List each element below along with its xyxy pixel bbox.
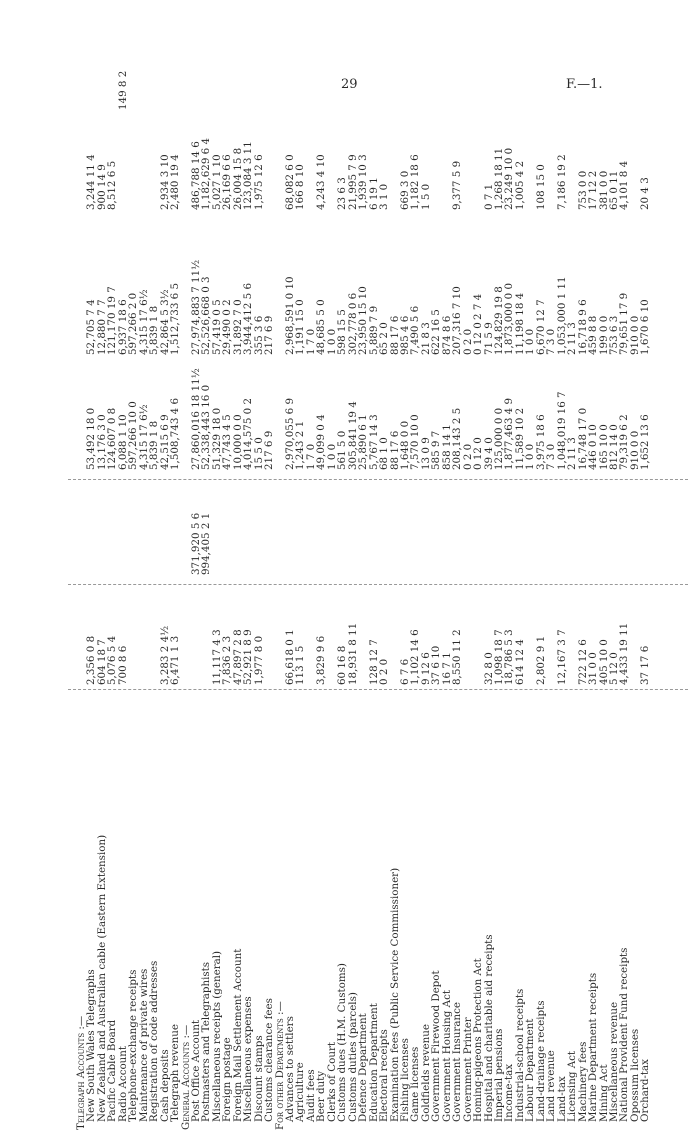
section-heading: General Accounts :— — [179, 1024, 192, 1130]
amount-cell: 66,618 0 1 — [284, 629, 296, 685]
amount-cell: 302,778 0 6 — [346, 292, 359, 355]
amount-cell: 39 4 0 — [482, 437, 495, 470]
amount-cell: 0 2 0 — [461, 328, 474, 355]
account-name: Customs duties (parcels) — [346, 992, 359, 1122]
amount-cell: 7,570 10 0 — [409, 414, 422, 470]
account-name: Defence Department — [357, 1013, 370, 1122]
amount-cell: 124,829 19 8 — [493, 286, 505, 355]
amount-cell: 15 5 0 — [252, 437, 265, 470]
amount-cell: 79,319 6 2 — [618, 414, 631, 470]
amount-cell: 68 1 0 — [378, 437, 391, 470]
amount-cell: 355 3 6 — [252, 315, 265, 355]
amount-cell: 1,005 4 2 — [513, 160, 526, 210]
amount-cell: 208,143 2 5 — [451, 407, 464, 470]
table-row — [243, 55, 254, 1140]
table-row — [400, 55, 411, 1140]
table-row — [160, 55, 171, 1140]
account-name: Telegraph revenue — [169, 1024, 182, 1122]
amount-cell: 2 11 3 — [566, 322, 579, 355]
amount-cell: 812 14 0 — [607, 424, 620, 470]
account-name: Miscellaneous expenses — [242, 996, 255, 1122]
account-name: Foreign postage — [221, 1037, 234, 1122]
amount-cell: 585 9 7 — [430, 430, 443, 470]
amount-cell: 0 12 0 — [472, 322, 485, 355]
account-name: Telephone-exchange receipts — [127, 969, 140, 1122]
account-name: Audit fees — [304, 1069, 317, 1122]
amount-cell: 52,338,443 16 0 — [200, 384, 213, 470]
account-name: Registration of code addresses — [148, 960, 161, 1122]
amount-cell: 9,377 5 9 — [451, 160, 464, 210]
amount-cell: 1 0 0 — [325, 443, 338, 470]
amount-cell: 2,968,591 0 10 — [284, 276, 296, 355]
amount-cell: 53,492 18 0 — [85, 407, 98, 470]
accounts-table — [68, 55, 688, 1140]
amount-cell: 604 18 7 — [95, 639, 108, 685]
amount-cell: 858 14 1 — [440, 424, 453, 470]
amount-cell: 0 12 0 — [472, 437, 485, 470]
table-row — [390, 55, 401, 1140]
account-name: Licensing Act — [566, 1050, 579, 1122]
amount-cell: 1,243 2 1 — [294, 420, 307, 470]
table-row — [170, 55, 181, 1140]
table-row — [557, 55, 568, 1140]
amount-cell: 37 17 6 — [639, 645, 652, 685]
amount-cell: 1,182 18 6 — [409, 154, 422, 210]
amount-cell: 7 3 0 — [545, 443, 558, 470]
table-row — [358, 55, 369, 1140]
table-row — [369, 55, 380, 1140]
table-row — [410, 55, 421, 1140]
account-name: Discount stamps — [252, 1035, 265, 1122]
amount-cell: 1,102 14 6 — [409, 629, 422, 685]
amount-cell: 52,921 8 9 — [242, 629, 255, 685]
amount-cell: 4,014,575 0 2 — [242, 397, 255, 470]
amount-cell: 48,685 5 0 — [315, 299, 328, 355]
amount-cell: 125,000 0 0 — [493, 407, 505, 470]
account-name: Radio Account — [116, 1045, 129, 1122]
amount-cell: 1,648 0 0 — [398, 420, 411, 470]
account-name: Land revenue — [545, 1050, 558, 1122]
account-name: Fishing licenses — [398, 1038, 411, 1122]
amount-cell: 207,316 7 10 — [451, 286, 464, 355]
amount-cell: 700 8 6 — [116, 645, 129, 685]
amount-cell: 6 19 1 — [367, 177, 380, 210]
amount-cell: 16 7 1 — [440, 652, 453, 685]
amount-cell: 561 5 0 — [336, 430, 349, 470]
account-name: Beer duty — [315, 1070, 328, 1122]
amount-cell: 1,048,019 16 7 — [555, 391, 568, 470]
amount-cell: 26,169 6 6 — [221, 154, 234, 210]
amount-cell: 3,244 11 4 — [85, 154, 98, 210]
account-name: Advances to settlers — [284, 1016, 296, 1122]
amount-cell: 371,920 5 6 — [189, 512, 202, 575]
amount-cell: 2 11 3 — [566, 437, 579, 470]
table-row — [306, 55, 317, 1140]
section-heading-row — [181, 55, 192, 1140]
document-reference: F.—1. — [566, 77, 603, 92]
account-name: Examination fees (Public Service Commissioner) — [388, 867, 401, 1122]
table-row — [588, 55, 599, 1140]
account-name: Cash deposits — [158, 1049, 171, 1122]
account-name: Mining Act — [597, 1064, 610, 1122]
amount-cell: 910 0 0 — [628, 430, 641, 470]
account-name: Opossum licenses — [628, 1028, 641, 1122]
amount-cell: 26,004 15 8 — [231, 147, 244, 210]
table-row — [630, 55, 641, 1140]
amount-cell: 985 4 6 — [398, 315, 411, 355]
amount-cell: 4,243 4 10 — [315, 154, 328, 210]
amount-cell: 2,934 3 10 — [158, 154, 171, 210]
amount-cell: 217 6 9 — [263, 315, 276, 355]
amount-cell: 1,191 15 0 — [294, 299, 307, 355]
table-row — [431, 55, 442, 1140]
table-row — [233, 55, 244, 1140]
amount-cell: 113 1 5 — [294, 645, 307, 685]
amount-cell: 16,718 9 6 — [576, 299, 589, 355]
account-name: Land-drainage receipts — [534, 1000, 547, 1122]
account-name: Government Printer — [461, 1017, 474, 1122]
amount-cell: 18,786 5 3 — [503, 629, 516, 685]
amount-cell: 128 12 7 — [367, 639, 380, 685]
amount-cell: 994,405 2 1 — [200, 512, 213, 575]
table-row — [567, 55, 578, 1140]
account-name: New South Wales Telegraphs — [85, 969, 98, 1122]
account-name: Miscellaneous revenue — [607, 1001, 620, 1122]
account-name: Government Insurance — [451, 1002, 464, 1122]
amount-cell: 910 0 0 — [628, 315, 641, 355]
amount-cell: 1 0 0 — [524, 328, 537, 355]
amount-cell: 3,283 2 4½ — [158, 625, 171, 685]
amount-cell: 5,027 1 10 — [210, 154, 223, 210]
amount-cell: 51,329 18 0 — [210, 407, 223, 470]
amount-cell: 52,705 7 4 — [85, 299, 98, 355]
amount-cell: 9 12 6 — [419, 652, 432, 685]
account-name: Education Department — [367, 1003, 380, 1122]
amount-cell: 2,802 9 1 — [534, 635, 547, 685]
amount-cell: 27,860,016 18 11½ — [189, 368, 202, 470]
amount-cell: 27,974,883 7 11½ — [189, 259, 202, 355]
account-name: Customs clearance fees — [263, 998, 276, 1122]
amount-cell: 57,419 0 5 — [210, 299, 223, 355]
amount-cell: 17 12 2 — [587, 170, 600, 210]
amount-cell: 52,526,668 0 3 — [200, 276, 213, 355]
amount-cell: 25,890 6 1 — [357, 414, 370, 470]
account-name: Foreign Mail Settlement Account — [231, 948, 244, 1122]
table-row — [442, 55, 453, 1140]
account-name: Imperial pensions — [493, 1028, 505, 1122]
table-row — [599, 55, 610, 1140]
account-name: Industrial-school receipts — [513, 988, 526, 1122]
amount-cell: 1,873,000 0 0 — [503, 282, 516, 355]
amount-cell: 42,864 5 3½ — [158, 289, 171, 355]
amount-cell: 1 0 0 — [325, 328, 338, 355]
table-row — [348, 55, 359, 1140]
amount-cell: 18,931 8 11 — [346, 622, 359, 685]
account-name: Land-tax — [555, 1076, 568, 1122]
account-name: Hospital and charitable aid receipts — [482, 934, 495, 1122]
amount-cell: 5,889 7 9 — [367, 305, 380, 355]
account-name: Homing-pigeons Protection Act — [472, 958, 485, 1122]
amount-cell: 13 0 9 — [419, 437, 432, 470]
amount-cell: 6 7 6 — [398, 658, 411, 685]
amount-cell: 47,897 2 8 — [231, 629, 244, 685]
table-row — [285, 55, 296, 1140]
amount-cell: 12,167 3 7 — [555, 629, 568, 685]
amount-cell: 31 0 0 — [587, 652, 600, 685]
amount-cell: 10,000 0 0 — [231, 414, 244, 470]
amount-cell: 199 0 0 — [597, 315, 610, 355]
amount-cell: 123,084 3 11 — [242, 141, 255, 210]
amount-cell: 597,266 10 0 — [127, 401, 140, 470]
amount-cell: 5,839 1 8 — [148, 305, 161, 355]
amount-cell: 165 10 0 — [597, 424, 610, 470]
amount-cell: 11,198 18 4 — [513, 292, 526, 355]
account-name: Clerks of Court — [325, 1041, 338, 1122]
amount-cell: 88 17 6 — [388, 430, 401, 470]
amount-cell: 722 12 6 — [576, 639, 589, 685]
amount-cell: 2,480 19 4 — [169, 154, 182, 210]
amount-cell: 7 3 0 — [545, 328, 558, 355]
account-name: Game licenses — [409, 1046, 422, 1122]
amount-cell: 2,356 0 8 — [85, 635, 98, 685]
amount-cell: 1,652 13 6 — [639, 414, 652, 470]
amount-cell: 0 7 1 — [482, 183, 495, 210]
amount-cell: 12,880 7 7 — [95, 299, 108, 355]
section-heading: Telegraph Accounts :— — [75, 1015, 87, 1130]
table-row — [525, 55, 536, 1140]
amount-cell: 32 8 0 — [482, 652, 495, 685]
table-row — [546, 55, 557, 1140]
amount-cell: 405 10 0 — [597, 639, 610, 685]
amount-cell: 3 1 0 — [378, 183, 391, 210]
amount-cell: 1,977 8 0 — [252, 635, 265, 685]
amount-cell: 217 6 9 — [263, 430, 276, 470]
amount-cell: 7,186 19 2 — [555, 154, 568, 210]
amount-cell: 8,550 11 2 — [451, 629, 464, 685]
amount-cell: 446 0 10 — [587, 424, 600, 470]
side-total-mark: 149 8 2 — [116, 70, 129, 110]
amount-cell: 6,670 12 7 — [534, 299, 547, 355]
amount-cell: 3,975 18 6 — [534, 414, 547, 470]
amount-cell: 23,249 10 0 — [503, 147, 516, 210]
amount-cell: 622 16 5 — [430, 309, 443, 355]
account-name: Income-tax — [503, 1063, 516, 1122]
amount-cell: 23 6 3 — [336, 177, 349, 210]
table-row — [494, 55, 505, 1140]
table-row — [295, 55, 306, 1140]
account-name: New Zealand and Australian cable (Eastern Extension) — [95, 834, 108, 1122]
amount-cell: 6,937 18 6 — [116, 299, 129, 355]
account-name: Postmasters and Telegraphists — [200, 961, 213, 1122]
amount-cell: 614 12 4 — [513, 639, 526, 685]
account-name: Electoral receipts — [378, 1029, 391, 1122]
page-number: 29 — [341, 77, 358, 92]
account-name: Pacific Cable Board — [106, 1019, 119, 1122]
table-row — [97, 55, 108, 1140]
amount-cell: 900 14 9 — [95, 164, 108, 210]
amount-cell: 20 4 3 — [639, 177, 652, 210]
table-row — [640, 55, 651, 1140]
amount-cell: 3,829 9 6 — [315, 635, 328, 685]
amount-cell: 7,836 2 3 — [221, 635, 234, 685]
amount-cell: 1 0 0 — [524, 443, 537, 470]
account-name: Government Firewood Depot — [430, 970, 443, 1122]
account-name: Machinery fees — [576, 1041, 589, 1122]
amount-cell: 1,512,733 6 5 — [169, 282, 182, 355]
amount-cell: 166 8 10 — [294, 164, 307, 210]
amount-cell: 6,471 1 3 — [169, 635, 182, 685]
amount-cell: 753 0 0 — [576, 170, 589, 210]
amount-cell: 1 7 0 — [304, 328, 317, 355]
amount-cell: 874 8 6 — [440, 315, 453, 355]
amount-cell: 6,088 1 10 — [116, 414, 129, 470]
amount-cell: 79,651 17 9 — [618, 292, 631, 355]
amount-cell: 598 15 5 — [336, 309, 349, 355]
side-total-mark: 2 7 4 — [472, 293, 485, 320]
amount-cell: 459 8 8 — [587, 315, 600, 355]
amount-cell: 7,490 5 6 — [409, 305, 422, 355]
amount-cell: 1,670 6 10 — [639, 299, 652, 355]
amount-cell: 5 12 0 — [607, 652, 620, 685]
account-name: Post Office Account — [189, 1019, 202, 1122]
table-row — [212, 55, 223, 1140]
table-row — [316, 55, 327, 1140]
amount-cell: 29,490 0 2 — [221, 299, 234, 355]
table-row — [264, 55, 275, 1140]
table-row — [452, 55, 463, 1140]
amount-cell: 1,939 10 3 — [357, 154, 370, 210]
amount-cell: 42,515 6 9 — [158, 414, 171, 470]
amount-cell: 65 2 0 — [378, 322, 391, 355]
amount-cell: 11,589 10 2 — [513, 407, 526, 470]
amount-cell: 65 0 11 — [607, 170, 620, 210]
amount-cell: 1,268 18 11 — [493, 147, 505, 210]
amount-cell: 13,176 3 0 — [95, 414, 108, 470]
amount-cell: 49,099 0 4 — [315, 414, 328, 470]
table-row — [149, 55, 160, 1140]
amount-cell: 1,182,629 6 4 — [200, 137, 213, 210]
table-row — [107, 55, 118, 1140]
amount-cell: 381 0 0 — [597, 170, 610, 210]
account-name: Government Housing Act — [440, 989, 453, 1122]
amount-cell: 0 2 0 — [461, 443, 474, 470]
amount-cell: 88 17 6 — [388, 315, 401, 355]
table-row — [254, 55, 265, 1140]
amount-cell: 0 2 0 — [378, 658, 391, 685]
amount-cell: 2,970,055 6 9 — [284, 397, 296, 470]
table-row — [619, 55, 630, 1140]
section-heading-row — [275, 55, 286, 1140]
amount-cell: 5,076 5 4 — [106, 635, 119, 685]
amount-cell: 4,433 19 11 — [618, 622, 631, 685]
amount-cell: 47,743 4 5 — [221, 414, 234, 470]
amount-cell: 21,995 7 9 — [346, 154, 359, 210]
table-row — [484, 55, 495, 1140]
amount-cell: 21 8 3 — [419, 322, 432, 355]
amount-cell: 4,315 17 6½ — [137, 404, 150, 470]
amount-cell: 16,748 17 0 — [576, 407, 589, 470]
amount-cell: 108 15 0 — [534, 164, 547, 210]
account-name: Customs dues (H.M. Customs) — [336, 963, 349, 1122]
amount-cell: 37 6 10 — [430, 645, 443, 685]
account-name: Goldfields revenue — [419, 1024, 432, 1122]
amount-cell: 1,877,463 4 9 — [503, 397, 516, 470]
amount-cell: 753 6 3 — [607, 315, 620, 355]
table-row — [504, 55, 515, 1140]
account-name: Labour Department — [524, 1018, 537, 1122]
account-name: National Provident Fund receipts — [618, 947, 631, 1122]
section-heading: For other Departments :— — [273, 1001, 286, 1130]
amount-cell: 8,512 6 5 — [106, 160, 119, 210]
amount-cell: 1 7 0 — [304, 443, 317, 470]
amount-cell: 5,767 14 3 — [367, 414, 380, 470]
account-name: Agriculture — [294, 1062, 307, 1122]
amount-cell: 1,508,743 4 6 — [169, 397, 182, 470]
amount-cell: 60 16 8 — [336, 645, 349, 685]
amount-cell: 1,098 18 7 — [493, 629, 505, 685]
amount-cell: 305,841 19 4 — [346, 401, 359, 470]
account-name: Marine Department receipts — [587, 972, 600, 1122]
amount-cell: 597,266 2 0 — [127, 292, 140, 355]
amount-cell: 31,892 7 0 — [231, 299, 244, 355]
amount-cell: 124,607 0 8 — [106, 407, 119, 470]
amount-cell: 1,975 12 6 — [252, 154, 265, 210]
amount-cell: 68,082 6 0 — [284, 154, 296, 210]
account-name: Miscellaneous receipts (general) — [210, 950, 223, 1122]
table-row — [337, 55, 348, 1140]
amount-cell: 486,788 14 6 — [189, 141, 202, 210]
amount-cell: 5,839 1 8 — [148, 420, 161, 470]
amount-cell: 4,315 17 6½ — [137, 289, 150, 355]
amount-cell: 11,117 4 3 — [210, 629, 223, 685]
amount-cell: 3,944,412 5 6 — [242, 282, 255, 355]
table-row — [515, 55, 526, 1140]
amount-cell: 669 3 0 — [398, 170, 411, 210]
amount-cell: 1 5 0 — [419, 183, 432, 210]
table-row — [536, 55, 547, 1140]
account-name: Orchard-tax — [639, 1059, 652, 1122]
amount-cell: 4,101 8 4 — [618, 160, 631, 210]
amount-cell: 1,053,000 1 11 — [555, 276, 568, 355]
account-name: Maintenance of private wires — [137, 968, 150, 1122]
amount-cell: 23,950 15 10 — [357, 286, 370, 355]
amount-cell: 121,170 19 7 — [106, 286, 119, 355]
amount-cell: 71 5 9 — [482, 322, 495, 355]
